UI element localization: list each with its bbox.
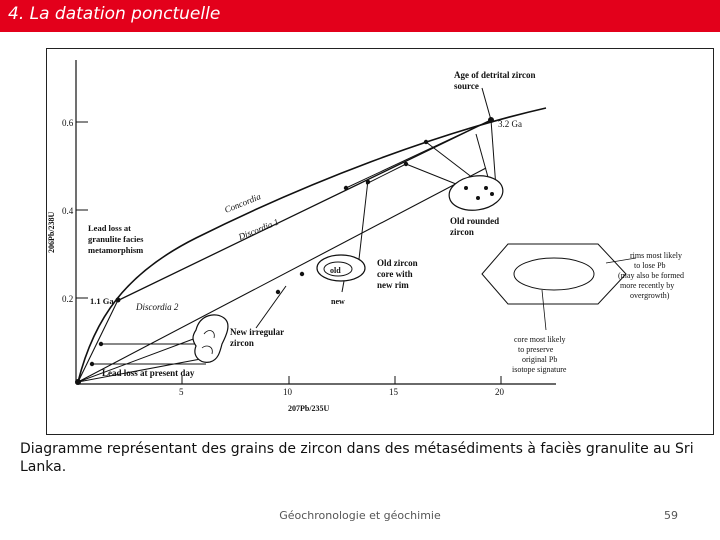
data-connector	[256, 286, 286, 328]
page-number: 59	[664, 509, 678, 522]
label-discordia-1: Discordia 1	[237, 216, 281, 242]
label-old-rounded: zircon	[450, 227, 474, 237]
title-bar	[0, 0, 720, 32]
label-discordia-2: Discordia 2	[136, 302, 179, 312]
label-age-detrital: Age of detrital zircon	[454, 70, 536, 80]
x-tick-label: 10	[283, 387, 292, 397]
inset-rims-label: more recently by	[620, 281, 675, 290]
label-old-zircon-core: Old zircon	[377, 258, 418, 268]
inset-core-label: isotope signature	[512, 365, 567, 374]
data-point	[276, 290, 280, 294]
inset-core-label: original Pb	[522, 355, 558, 364]
y-tick-label: 0.2	[62, 294, 74, 304]
y-tick-label: 0.4	[62, 206, 74, 216]
data-point	[90, 362, 94, 366]
x-tick-label: 15	[389, 387, 398, 397]
figure-caption: Diagramme représentant des grains de zircon dans des métasédiments à faciès granulite au Sri Lanka.	[20, 441, 694, 475]
label-new: new	[331, 297, 345, 306]
x-tick-label: 5	[179, 387, 184, 397]
data-point	[366, 180, 370, 184]
label-new-irregular: zircon	[230, 338, 254, 348]
new-irregular-zircon-grain	[193, 315, 228, 362]
label-lead-loss-present: Lead loss at present day	[102, 368, 195, 378]
inset-core-label: core most likely	[514, 335, 566, 344]
data-point	[344, 186, 348, 190]
x-axis-label: 207Pb/235U	[288, 404, 330, 413]
concordia-diagram	[46, 48, 714, 435]
label-age-detrital: source	[454, 81, 479, 91]
label-old: old	[330, 266, 341, 275]
grain-spot	[476, 196, 480, 200]
inset-core-label: to preserve	[518, 345, 554, 354]
x-tick-label: 20	[495, 387, 504, 397]
old-rounded-zircon-grain	[447, 172, 505, 213]
label-old-rounded: Old rounded	[450, 216, 500, 226]
inset-rims-label: to lose Pb	[634, 261, 666, 270]
label-lead-loss-granulite: granulite facies	[88, 234, 144, 244]
data-connector	[482, 88, 491, 120]
data-connector	[358, 180, 368, 268]
inset-rims-label: overgrowth)	[630, 291, 670, 300]
grain-spot	[484, 186, 488, 190]
label-lead-loss-granulite: metamorphism	[88, 245, 144, 255]
label-3-2-ga: 3.2 Ga	[498, 119, 522, 129]
footer-course-title: Géochronologie et géochimie	[279, 509, 441, 522]
inset-rims-label: (may also be formed	[618, 271, 684, 280]
data-point	[99, 342, 103, 346]
concordia-curve	[78, 108, 546, 382]
data-point	[75, 379, 81, 385]
data-point	[424, 140, 428, 144]
label-old-zircon-core: core with	[377, 269, 413, 279]
data-point	[116, 298, 121, 303]
y-tick-label: 0.6	[62, 118, 74, 128]
data-point	[404, 162, 408, 166]
discordia-1-line	[119, 120, 491, 300]
label-concordia: Concordia	[223, 191, 263, 215]
label-lead-loss-granulite: Lead loss at	[88, 223, 131, 233]
grain-spot	[464, 186, 468, 190]
inset-rims-label: rims most likely	[630, 251, 682, 260]
data-point	[300, 272, 304, 276]
slide-title: 4. La datation ponctuelle	[8, 4, 221, 24]
y-axis-label: 206Pb/238U	[47, 211, 56, 253]
inset-zircon-core	[514, 258, 594, 290]
label-new-irregular: New irregular	[230, 327, 285, 337]
label-old-zircon-core: new rim	[377, 280, 409, 290]
data-connector	[366, 164, 406, 184]
data-point	[488, 117, 494, 123]
label-1-1-ga: 1.1 Ga	[90, 296, 114, 306]
grain-spot	[490, 192, 494, 196]
